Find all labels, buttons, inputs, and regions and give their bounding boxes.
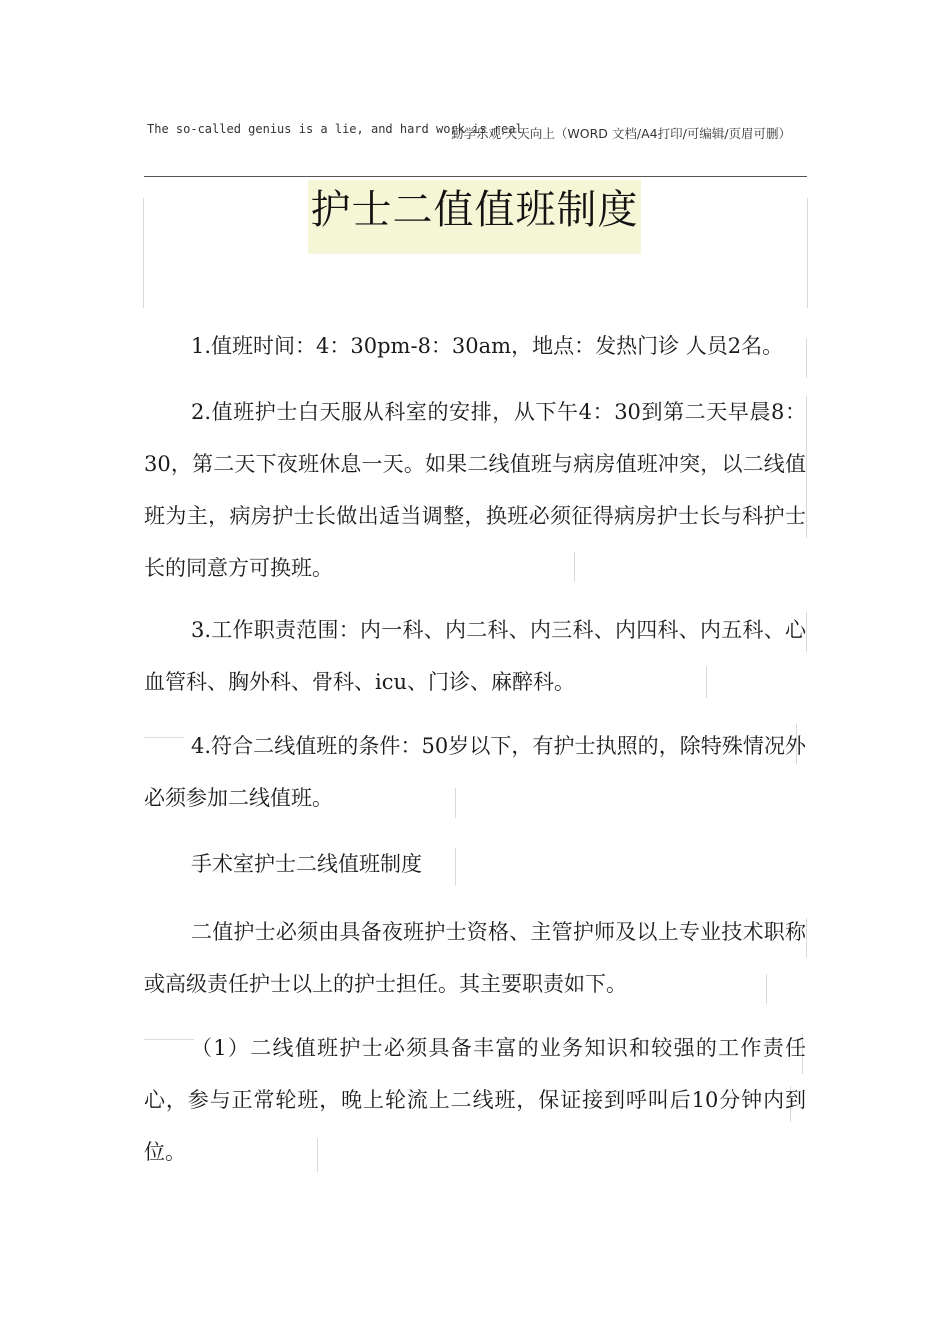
paragraph-6: （1）二线值班护士必须具备丰富的业务知识和较强的工作责任心，参与正常轮班，晚上轮流上二线班，保证接到呼叫后10分钟内到位。 <box>144 1036 806 1164</box>
header-divider <box>144 176 807 177</box>
guide-line <box>806 918 807 958</box>
paragraph-4: 4.符合二线值班的条件：50岁以下，有护士执照的，除特殊情况外必须参加二线值班。 <box>144 734 806 810</box>
guide-line <box>806 396 807 538</box>
header-chinese-text: 勤学乐观·天天向上（WORD 文档/A4打印/可编辑/页眉可删） <box>450 126 792 141</box>
guide-line <box>143 198 144 308</box>
guide-line <box>807 198 808 308</box>
page-header <box>144 118 806 166</box>
paragraph-2: 2.值班护士白天服从科室的安排，从下午4：30到第二天早晨8：30，第二天下夜班休息一天。如果二线值班与病房值班冲突，以二线值班为主，病房护士长做出适当调整，换班必须征得病房护士长与科护士长的同意方可换班。 <box>144 400 806 580</box>
paragraph-5: 二值护士必须由具备夜班护士资格、主管护师及以上专业技术职称或高级责任护士以上的护士担任。其主要职责如下。 <box>144 920 806 996</box>
paragraph-3: 3.工作职责范围：内一科、内二科、内三科、内四科、内五科、心血管科、胸外科、骨科、icu、门诊、麻醉科。 <box>144 618 806 694</box>
guide-line <box>806 612 807 652</box>
document-title: 护士二值值班制度 <box>310 187 639 233</box>
header-english-text: The so-called genius is a lie, and hard work is real <box>147 122 523 136</box>
paragraph-1: 1.值班时间：4：30pm-8：30am，地点：发热门诊 人员2名。 <box>191 334 784 358</box>
section-heading: 手术室护士二线值班制度 <box>191 852 422 876</box>
guide-line <box>806 338 807 378</box>
